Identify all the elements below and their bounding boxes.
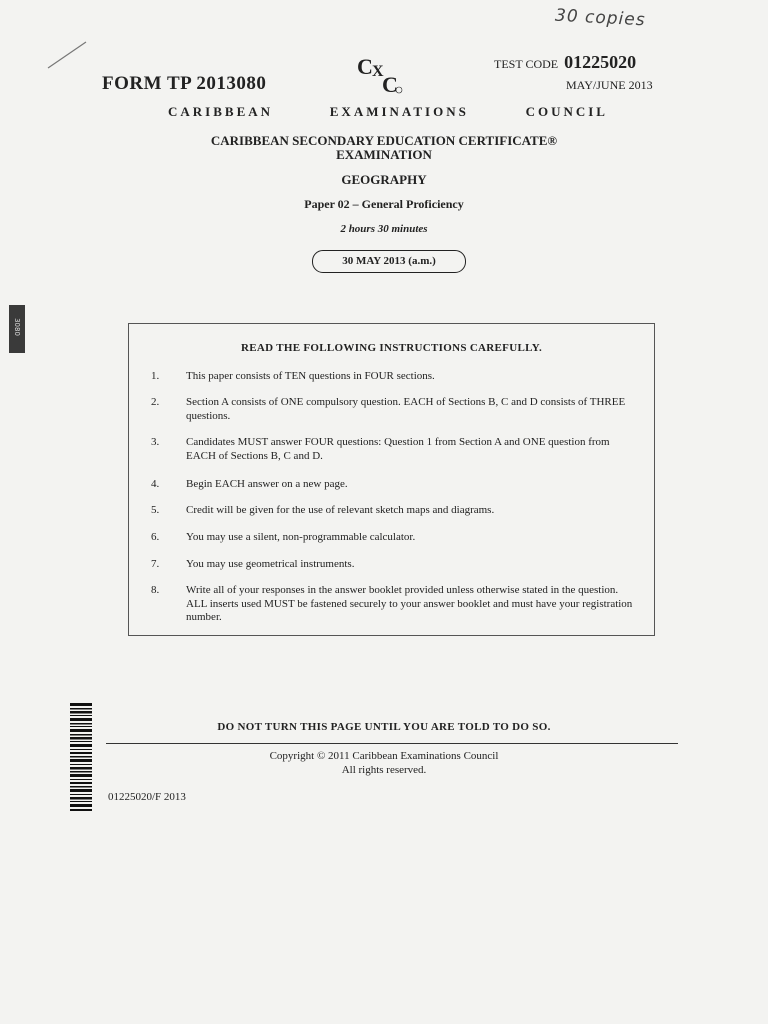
cxc-logo-icon [355, 52, 405, 96]
instruction-number: 7. [151, 558, 160, 570]
instruction-item [151, 558, 641, 572]
instruction-item [151, 436, 641, 463]
instruction-item [151, 370, 641, 384]
instruction-item [151, 531, 641, 545]
copyright-line: Copyright © 2011 Caribbean Examinations Council [269, 750, 499, 762]
instruction-number: 5. [151, 504, 160, 516]
copyright-notice [0, 749, 768, 777]
paper-code: 01225020/F 2013 [108, 791, 186, 803]
instruction-number: 2. [151, 396, 160, 408]
instruction-item [151, 504, 641, 518]
svg-text:X: X [372, 63, 384, 80]
test-code [494, 52, 636, 73]
instructions-title: READ THE FOLLOWING INSTRUCTIONS CAREFULLY. [240, 342, 542, 354]
instruction-text: Candidates MUST answer FOUR questions: Question 1 from Section A and ONE question from EACH of Sections B, C and D. [186, 436, 610, 462]
subject-title: GEOGRAPHY [341, 172, 427, 187]
instruction-number: 8. [151, 584, 160, 596]
council-name [168, 104, 608, 120]
exam-session: MAY/JUNE 2013 [566, 78, 653, 92]
form-tp-number: FORM TP 2013080 [102, 73, 267, 94]
instruction-text: Write all of your responses in the answer booklet provided unless otherwise stated in the question. ALL inserts used MUST be fastened securely to your answer booklet and must have your registration number. [186, 584, 633, 623]
instruction-text: Credit will be given for the use of relevant sketch maps and diagrams. [186, 504, 495, 516]
svg-text:C: C [382, 72, 398, 96]
instruction-text: Section A consists of ONE compulsory question. EACH of Sections B, C and D consists of THREE questions. [186, 396, 626, 422]
instruction-text: This paper consists of TEN questions in FOUR sections. [186, 370, 435, 382]
svg-text:C: C [357, 54, 373, 79]
instruction-item [151, 478, 641, 492]
exam-date-badge: 30 MAY 2013 (a.m.) [312, 250, 466, 273]
footer-divider [106, 743, 678, 744]
instruction-item [151, 584, 641, 625]
paper-title: Paper 02 – General Proficiency [304, 197, 464, 211]
instruction-text: You may use geometrical instruments. [186, 558, 355, 570]
do-not-turn-notice: DO NOT TURN THIS PAGE UNTIL YOU ARE TOLD TO DO SO. [217, 721, 551, 733]
instruction-number: 1. [151, 370, 160, 382]
instruction-text: You may use a silent, non-programmable calculator. [186, 531, 416, 543]
instruction-item [151, 396, 641, 423]
instructions-box [128, 323, 655, 636]
handwritten-note: 30 copies [554, 5, 647, 31]
certificate-title [0, 134, 768, 162]
pen-stroke-mark [46, 38, 88, 70]
test-code-number: 01225020 [564, 52, 637, 72]
council-word-2: EXAMINATIONS [329, 104, 469, 119]
instruction-text: Begin EACH answer on a new page. [186, 478, 348, 490]
certificate-line-1: CARIBBEAN SECONDARY EDUCATION CERTIFICATE® [210, 133, 558, 148]
rights-line: All rights reserved. [341, 764, 427, 776]
side-tab-label [9, 305, 25, 353]
certificate-line-2: EXAMINATION [336, 147, 432, 162]
side-tab-text: 3080 [13, 318, 21, 336]
instruction-number: 3. [151, 436, 160, 448]
exam-duration: 2 hours 30 minutes [340, 223, 428, 235]
instruction-number: 6. [151, 531, 160, 543]
test-code-label: TEST CODE [494, 57, 559, 71]
council-word-3: COUNCIL [525, 104, 608, 119]
council-word-1: CARIBBEAN [168, 104, 274, 119]
instruction-number: 4. [151, 478, 160, 490]
